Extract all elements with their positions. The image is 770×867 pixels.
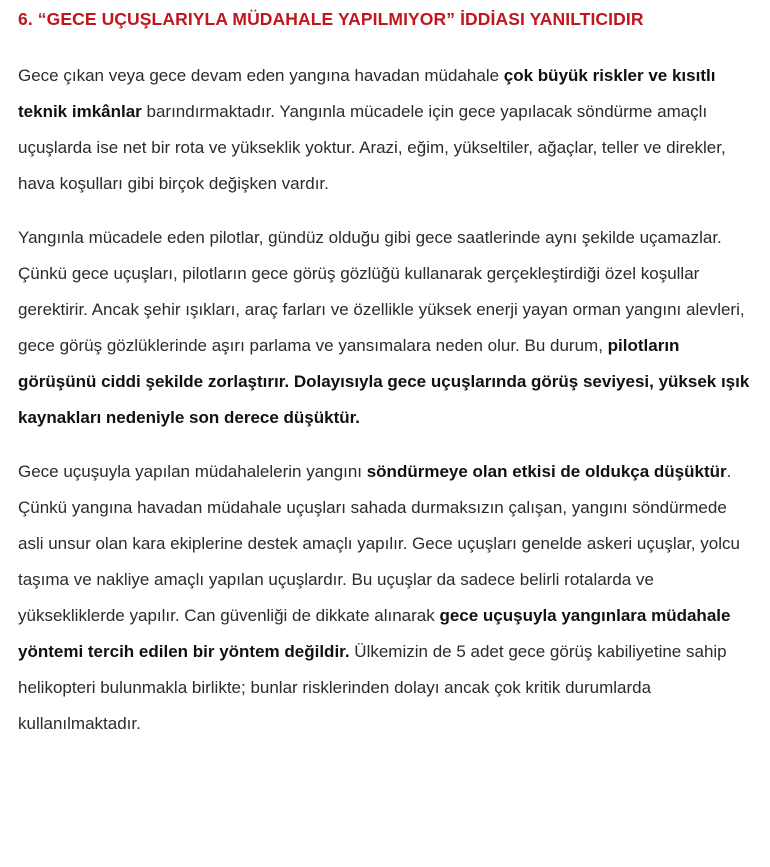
section-heading: 6. “GECE UÇUŞLARIYLA MÜDAHALE YAPILMIYOR” İDDİASI YANILTICIDIR xyxy=(18,9,644,29)
paragraph-1-emphasis: çok büyük riskler ve kısıtlı teknik imkânlar xyxy=(18,66,716,121)
paragraph-3-emphasis: gece uçuşuyla yangınlara müdahale yöntemi tercih edilen bir yöntem değildir. xyxy=(18,606,731,661)
paragraph-1-text: barındırmaktadır. Yangınla mücadele için gece yapılacak söndürme amaçlı uçuşlarda ise net bir rota ve yükseklik yoktur. Arazi, eğim, yükseltiler, ağaçlar, teller ve direkler, hava koşulları gibi birçok değişken vardır. xyxy=(18,102,726,193)
paragraph-2 xyxy=(18,220,752,436)
paragraph-3-text: Gece uçuşuyla yapılan müdahalelerin yangını xyxy=(18,462,367,481)
paragraph-2-emphasis: pilotların görüşünü ciddi şekilde zorlaştırır. Dolayısıyla gece uçuşlarında görüş seviyesi, yüksek ışık kaynakları nedeniyle son derece düşüktür. xyxy=(18,336,750,427)
paragraph-3-text: Ülkemizin de 5 adet gece görüş kabiliyetine sahip helikopteri bulunmakla birlikte; bunlar risklerinden dolayı ancak çok kritik durumlarda kullanılmaktadır. xyxy=(18,642,727,733)
paragraph-1 xyxy=(18,58,752,202)
paragraph-2-text: Yangınla mücadele eden pilotlar, gündüz olduğu gibi gece saatlerinde aynı şekilde uçamazlar. Çünkü gece uçuşları, pilotların gece görüş gözlüğü kullanarak gerçekleştirdiği özel koşullar gerektirir. Ancak şehir ışıkları, araç farları ve özellikle yüksek enerji yayan orman yangını alevleri, gece görüş gözlüklerinde aşırı parlama ve yansımalara neden olur. Bu durum, xyxy=(18,228,745,355)
paragraph-3-text: . Çünkü yangına havadan müdahale uçuşları sahada durmaksızın çalışan, yangını söndürmede asli unsur olan kara ekiplerine destek amaçlı yapılır. Gece uçuşları genelde askeri uçuşlar, yolcu taşıma ve nakliye amaçlı yapılan uçuşlardır. Bu uçuşlar da sadece belirli rotalarda ve yüksekliklerde yapılır. Can güvenliği de dikkate alınarak xyxy=(18,462,740,625)
paragraph-3 xyxy=(18,454,752,742)
paragraph-3-emphasis: söndürmeye olan etkisi de oldukça düşüktür xyxy=(366,462,727,481)
paragraph-1-text: Gece çıkan veya gece devam eden yangına havadan müdahale xyxy=(18,66,504,85)
